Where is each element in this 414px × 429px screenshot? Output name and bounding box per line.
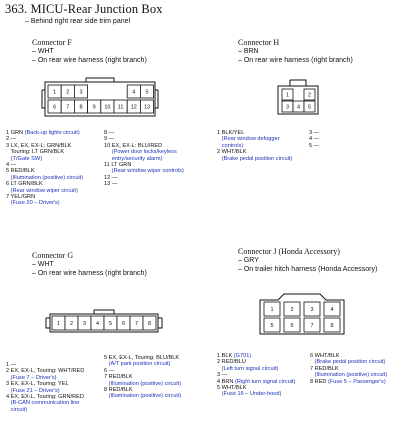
connector-f-title: Connector F [32,38,72,47]
pin-legend-text: 4 EX, EX-L, Touring: GRN/RED [6,394,84,400]
connector-h-color: – BRN [238,48,259,55]
pin-legend-text: (Illumination (positive) circuit) [310,372,388,379]
pin-legend-text: 6 LT GRN/BLK [6,181,43,188]
pin-number: 3 [310,307,314,313]
pin-number: 2 [66,89,70,96]
pin-number: 3 [82,321,87,327]
pin-legend-text: 7 RED/BLK [310,365,339,372]
pin-legend-text: (Illumination (positive) circuit) [6,174,84,181]
pin-legend-text: 8 — [104,130,115,136]
pin-number: 13 [143,104,151,111]
pin-number: 2 [307,92,312,99]
pin-number: 3 [285,104,290,111]
pin-number: 2 [69,321,74,327]
connector-j-pins [264,302,340,332]
pin-legend-text: 7 YEL/GRN [6,194,36,200]
pin-legend-g4c [6,407,27,413]
pin-number: 1 [53,89,57,96]
pin-legend-text: 4 — [309,136,320,143]
pin-number: 6 [53,104,57,111]
pin-number: 6 [290,323,294,329]
connector-g-location: – On rear wire harness (right branch) [32,270,147,277]
pin-legend-f7b [6,200,60,206]
pin-number: 1 [285,92,290,99]
pin-legend-text: (Rear window defogger [217,136,280,143]
pin-number: 5 [145,89,149,96]
page-subtitle: – Behind right rear side trim panel [25,18,131,25]
connector-h-pins [282,89,315,112]
connector-j-color: – GRY [238,257,259,264]
pin-legend-text: 1 — [6,362,17,368]
pin-number: 7 [66,104,70,111]
pin-legend-text: 8 RED/BLK [104,387,133,393]
pin-number: 8 [79,104,83,111]
pin-legend-text: 5 EX, EX-L, Touring: BLU/BLK [104,355,180,361]
pin-legend-text: 5 WHT/BLK [217,385,247,391]
pin-number: 7 [310,323,314,329]
pin-legend-text: (Fuse 5 – Passenger's) [328,378,386,385]
pin-legend-text: 7 RED/BLK [104,374,133,381]
pin-number: 4 [330,307,334,313]
pin-legend-text: (Fuse 20 – Driver's) [6,200,60,207]
pin-number: 4 [95,321,100,327]
pin-legend-text: (Illumination (positive) circuit) [104,393,182,400]
pin-legend-j5b [217,391,281,397]
pin-legend-text: (Brake pedal position circuit) [217,155,293,162]
pin-number: 7 [134,321,139,327]
pin-legend-text: 13 — [104,181,118,188]
pin-number: 4 [132,89,136,96]
pin-legend-text: (Left turn signal circuit) [217,365,279,372]
pin-legend-text: controls) [217,142,244,149]
pin-legend-h5 [309,143,319,149]
connector-h-diagram [268,76,328,120]
pin-number: 5 [307,104,312,111]
connector-f-location: – On rear wire harness (right branch) [32,57,147,64]
pin-legend-text: (Fuse 7 – Driver's) [6,374,57,381]
pin-legend-text: (Power door locks/keyless [104,149,177,156]
pin-number: 4 [296,104,301,111]
pin-legend-text: (T/Gate SW) [6,155,43,162]
pin-legend-text: 2 EX, EX-L, Touring: WHT/RED [6,368,85,375]
pin-legend-text: 2 — [6,136,17,143]
pin-legend-text: entry/security alarm) [104,155,163,162]
pin-legend-text: 6 WHT/BLK [310,353,340,359]
pin-number: 8 [330,323,334,329]
pin-legend-text: 1 GRN [6,130,25,136]
pin-legend-text: 3 EX, EX-L, Touring: YEL [6,381,69,388]
pin-legend-text: 12 — [104,174,118,181]
pin-legend-text: 3 — [309,130,320,136]
pin-legend-text: (Brake pedal position circuit) [310,359,386,366]
pin-legend-text: 5 — [309,142,320,149]
pin-legend-text: (B-CAN communication line [6,400,80,407]
connector-f-pins [48,85,154,113]
pin-legend-text: (Rear window wiper circuit) [6,187,78,194]
pin-legend-text: (Right turn signal circuit) [235,378,296,385]
connector-h-title: Connector H [238,38,280,47]
pin-legend-text: 1 BLK [217,353,234,359]
pin-legend-text: (Rear window wiper controls) [104,168,184,175]
pin-legend-text: 2 RED/BLU [217,359,246,366]
pin-number: 8 [147,321,152,327]
pin-legend-text: (Illumination (positive) circuit) [104,380,182,387]
pin-legend-text: circuit) [6,406,28,413]
pin-number: 5 [270,323,274,329]
pin-legend-text: Touring: LT GRN/BLK [6,149,65,156]
pin-number: 1 [56,321,61,327]
pin-legend-text: (A/T park position circuit) [104,361,171,368]
connector-j-title: Connector J (Honda Accessory) [238,247,340,256]
connector-g-color: – WHT [32,261,54,268]
pin-number: 11 [117,104,124,111]
pin-legend-h2b [217,156,292,162]
pin-legend-text: 6 — [104,367,115,374]
pin-legend-text: 3 — [217,372,228,379]
pin-legend-g8b [104,393,181,399]
pin-legend-text: (Fuse 21 – Driver's) [6,387,60,394]
connector-g-diagram [44,308,164,338]
pin-legend-text: 11 LT GRN [104,162,132,168]
connector-j-diagram [254,290,350,340]
pin-number: 12 [130,104,137,111]
connector-f-diagram [40,76,160,120]
connector-g-pins [52,316,156,330]
connector-g-title: Connector G [32,251,74,260]
page-title: 363. MICU-Rear Junction Box [5,2,163,16]
pin-number: 9 [92,104,96,111]
pin-legend-j8 [310,379,386,385]
pin-legend-text: (Fuse 16 – Under-hood) [217,391,282,398]
pin-legend-text: 1 BLK/YEL [217,130,245,136]
pin-number: 3 [79,89,83,96]
connector-h-location: – On rear wire harness (right branch) [238,57,353,64]
pin-legend-text: 10 EX, EX-L: BLU/RED [104,142,163,149]
pin-legend-f1 [6,130,80,136]
pin-legend-text: 2 WHT/BLK [217,149,247,156]
pin-legend-text: (Back-up lights circuit) [24,130,80,136]
pin-number: 1 [270,307,274,313]
pin-legend-text: 4 — [6,162,17,168]
pin-number: 2 [290,307,294,313]
pin-legend-text: 4 BRN [217,378,236,385]
pin-number: 10 [104,104,111,111]
connector-j-location: – On trailer hitch harness (Honda Accessory) [238,266,378,273]
pin-legend-f13 [104,181,117,187]
pin-legend-text: 9 — [104,136,115,143]
pin-legend-text: 8 RED [310,378,329,385]
pin-legend-text: 5 RED/BLK [6,168,35,175]
pin-number: 6 [121,321,126,327]
pin-legend-text: 3 LX, EX, EX-L: GRN/BLK [6,142,72,149]
connector-f-color: – WHT [32,48,54,55]
pin-legend-text: (G701) [233,353,252,359]
pin-number: 5 [108,321,113,327]
